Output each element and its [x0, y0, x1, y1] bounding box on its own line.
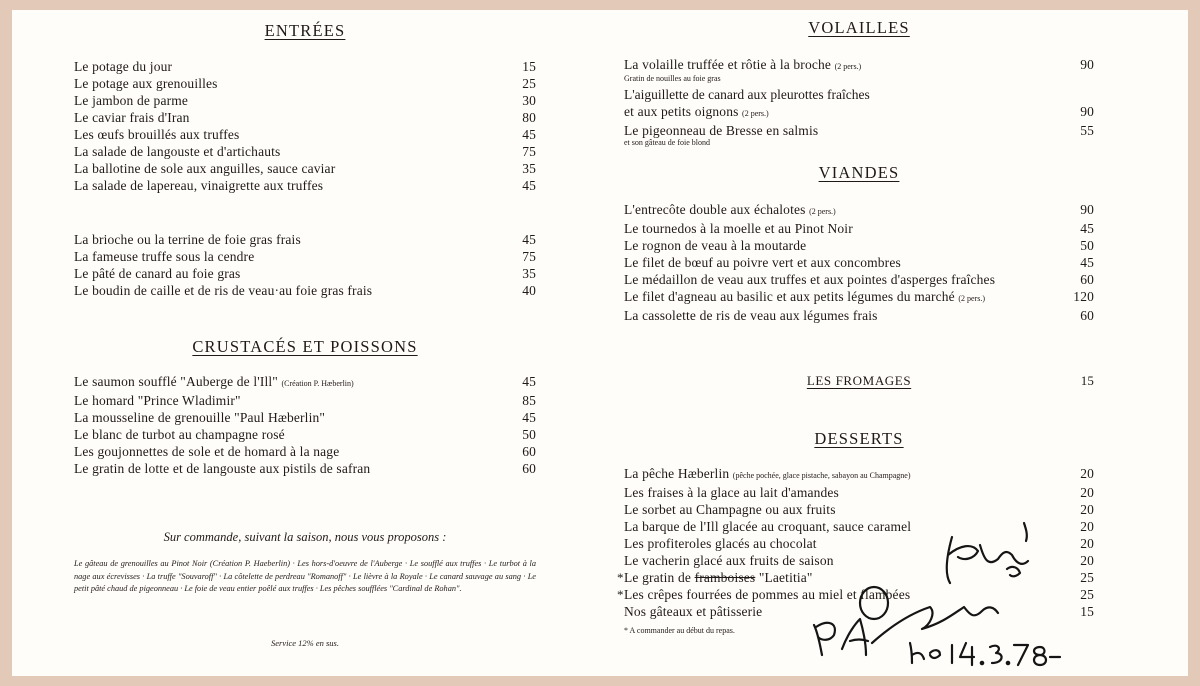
asterisk-mark: * [617, 587, 624, 602]
crustaces-list [74, 373, 536, 477]
menu-item: Le potage du jour 15 [74, 59, 536, 74]
menu-item: Les goujonnettes de sole et de homard à la nage 60 [74, 444, 536, 459]
menu-item: et aux petits oignons (2 pers.) 90 [624, 104, 1094, 119]
menu-item: Le caviar frais d'Iran 80 [74, 110, 536, 125]
menu-item: Le vacherin glacé aux fruits de saison 20 [624, 553, 1094, 568]
menu-item: La volaille truffée et rôtie à la broche (2 pers.) 90 [624, 57, 1094, 72]
menu-item: Les profiteroles glacés au chocolat 20 [624, 536, 1094, 551]
service-note: Service 12% en sus. [271, 638, 339, 648]
menu-item: La barque de l'Ill glacée au croquant, sauce caramel 20 [624, 519, 1094, 534]
menu-item: Le boudin de caille et de ris de veau·au foie gras frais 40 [74, 283, 536, 298]
menu-item: Le filet d'agneau au basilic et aux petits légumes du marché (2 pers.) 120 [624, 289, 1094, 304]
handwritten-signature [802, 515, 1062, 670]
fromages-row [624, 372, 1094, 389]
menu-item: Le homard "Prince Wladimir" 85 [74, 393, 536, 408]
menu-item: Le filet de bœuf au poivre vert et aux concombres 45 [624, 255, 1094, 270]
menu-item: * Le gratin de framboises "Laetitia" 25 [617, 570, 1094, 585]
menu-item: Les œufs brouillés aux truffes 45 [74, 127, 536, 142]
menu-item: Le pâté de canard au foie gras 35 [74, 266, 536, 281]
menu-item: Le tournedos à la moelle et au Pinot Noir 45 [624, 221, 1094, 236]
menu-item: Le jambon de parme 30 [74, 93, 536, 108]
menu-item: La salade de langouste et d'artichauts 75 [74, 144, 536, 159]
commande-intro: Sur commande, suivant la saison, nous vous proposons : [163, 530, 447, 544]
crustaces-heading: CRUSTACÉS ET POISSONS [192, 337, 418, 356]
desserts-heading: DESSERTS [814, 429, 904, 448]
menu-item: * Les crêpes fourrées de pommes au miel et flambées 25 [617, 587, 1094, 602]
asterisk-mark: * [617, 570, 624, 585]
menu-item: Nos gâteaux et pâtisserie 15 [624, 604, 1094, 619]
menu-sheet [12, 10, 1188, 676]
menu-item: L'entrecôte double aux échalotes (2 pers.) 90 [624, 202, 1094, 217]
menu-item: La ballotine de sole aux anguilles, sauce caviar 35 [74, 161, 536, 176]
volailles-heading: VOLAILLES [808, 18, 910, 37]
menu-item: Les fraises à la glace au lait d'amandes 20 [624, 485, 1094, 500]
foie-gras-list [74, 231, 536, 299]
menu-item: La fameuse truffe sous la cendre 75 [74, 249, 536, 264]
entrees-list [74, 58, 536, 194]
menu-item-line: L'aiguillette de canard aux pleurottes fraîches [624, 87, 870, 102]
menu-item: La pêche Hæberlin (pêche pochée, glace pistache, sabayon au Champagne) 20 [624, 466, 1094, 481]
menu-item: Le potage aux grenouilles 25 [74, 76, 536, 91]
entrees-heading: ENTRÉES [264, 21, 346, 40]
commande-text: Le gâteau de grenouilles au Pinot Noir (Création P. Haeberlin) · Les hors-d'oeuvre de l'Auberge · Le soufflé aux truffes · Le turbot à la nage aux écrevisses · La truffe "Souvaroff" · La côtelette de perdreau "Romanoff" · Le lièvre à la Royale · Le canard sauvage au sang · Le petit pâté chaud de pigeonneau · Le foie de veau entier poêlé aux truffes · Les pêches soufflées "Cardinal de Rohan". [74, 559, 536, 594]
fromages-heading: LES FROMAGES [806, 373, 912, 388]
footnote: * A commander au début du repas. [624, 626, 735, 635]
menu-item-subtitle: Gratin de nouilles au foie gras [624, 74, 721, 83]
menu-item: La brioche ou la terrine de foie gras frais 45 [74, 232, 536, 247]
viandes-heading: VIANDES [818, 163, 900, 182]
volailles-list [624, 56, 1094, 150]
menu-item: Le pigeonneau de Bresse en salmis 55 [624, 123, 1094, 138]
menu-item-subtitle: et son gâteau de foie blond [624, 138, 710, 147]
menu-item: La mousseline de grenouille "Paul Hæberlin" 45 [74, 410, 536, 425]
viandes-list [624, 201, 1094, 324]
menu-item: Le médaillon de veau aux truffes et aux pointes d'asperges fraîches 60 [624, 272, 1094, 287]
menu-item: Le gratin de lotte et de langouste aux pistils de safran 60 [74, 461, 536, 476]
menu-item: Le blanc de turbot au champagne rosé 50 [74, 427, 536, 442]
menu-item: Le rognon de veau à la moutarde 50 [624, 238, 1094, 253]
menu-item: Le sorbet au Champagne ou aux fruits 20 [624, 502, 1094, 517]
menu-item: La salade de lapereau, vinaigrette aux truffes 45 [74, 178, 536, 193]
menu-item: La cassolette de ris de veau aux légumes frais 60 [624, 308, 1094, 323]
fromages-price: 15 [1080, 373, 1094, 388]
menu-item: Le saumon soufflé "Auberge de l'Ill" (Création P. Hæberlin) 45 [74, 374, 536, 389]
